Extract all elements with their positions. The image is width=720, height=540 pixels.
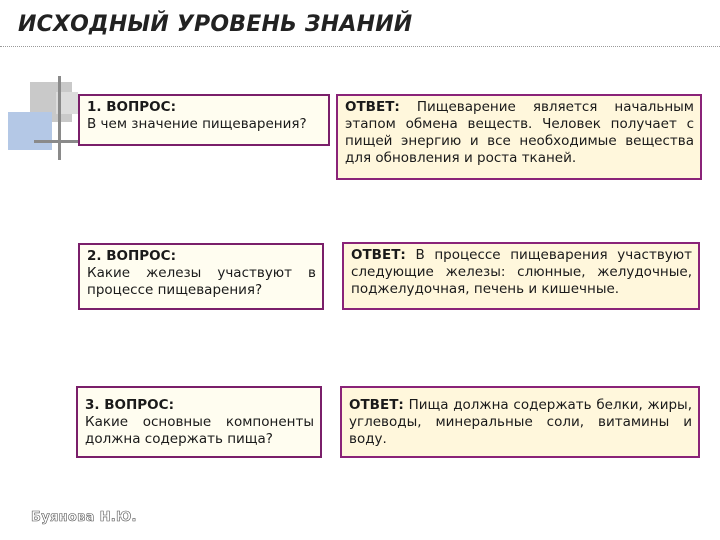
question-label: 3. ВОПРОС:: [85, 397, 174, 413]
question-text: В чем значение пищеварения?: [87, 116, 307, 132]
question-text: Какие основные компоненты должна содержать пища?: [85, 414, 314, 447]
question-box-3: [76, 386, 322, 458]
question-box-1: [78, 94, 330, 146]
slide-title: ИСХОДНЫЙ УРОВЕНЬ ЗНАНИЙ: [18, 12, 413, 37]
answer-text: В процессе пищеварения участвуют следующие железы: слюнные, желудочные, поджелудочная, печень и кишечные.: [351, 247, 692, 297]
question-box-2: [78, 243, 324, 310]
title-divider: [0, 46, 720, 47]
author-signature: Буянова Н.Ю.: [31, 510, 137, 525]
answer-label: ОТВЕТ:: [351, 247, 406, 263]
answer-label: ОТВЕТ:: [345, 99, 400, 115]
answer-label: ОТВЕТ:: [349, 397, 404, 413]
question-label: 2. ВОПРОС:: [87, 248, 176, 264]
answer-box-3: [340, 386, 700, 458]
answer-box-1: [336, 94, 702, 180]
answer-text: Пища должна содержать белки, жиры, углеводы, минеральные соли, витамины и воду.: [349, 397, 692, 447]
answer-box-2: [342, 242, 700, 310]
question-text: Какие железы участвуют в процессе пищеварения?: [87, 265, 316, 298]
answer-text: Пищеварение является начальным этапом обмена веществ. Человек получает с пищей энергию и все необходимые вещества для обновления и роста тканей.: [345, 99, 694, 166]
question-label: 1. ВОПРОС:: [87, 99, 176, 115]
